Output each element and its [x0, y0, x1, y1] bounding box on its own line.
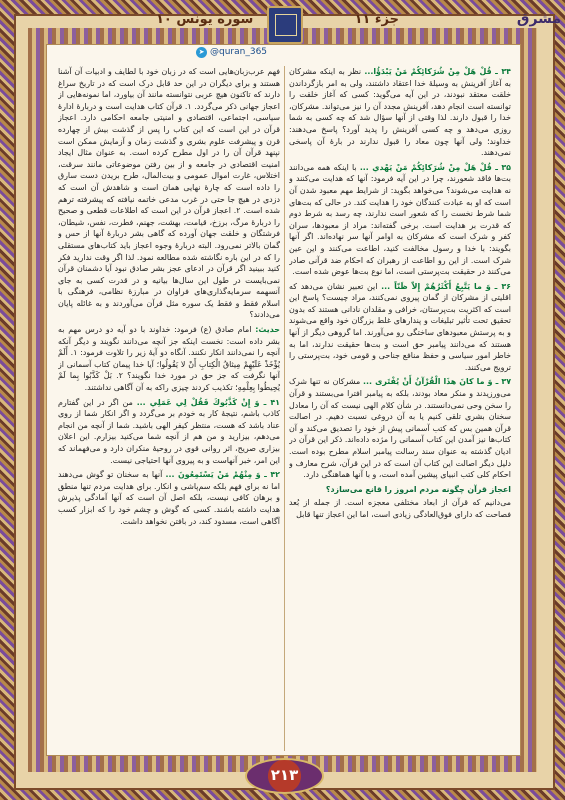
commentary-text: این تعبیر نشان می‌دهد که اقلیتی از مشرکان از گمان پیروی نمی‌کنند، مراد چیست؟ پاسخ این است که اکثریت بت‌پرستان، خرافی و مقلدان نادانی هستند که بدون تحقیق تحت تأثیر تبلیغات و پندارهای غلط بزرگان خود واقع می‌شوند و به پرستش معبودهای ساختگی رو می‌آورند. اما گروهی دیگر از آنها هستند که می‌دانند پیامبر حق است و بت‌ها حقیقت ندارند، اما به خاطر امور سیاسی و حفظ منافع جناحی و قومی خود، بت‌پرستی را ترویج می‌کنند. [289, 281, 511, 372]
surah-label: سوره یونس ۱۰ [156, 12, 254, 27]
commentary-text: مشرکان نه تنها شرک می‌ورزیدند و منکر معاد بودند، بلکه به پیامبر افترا می‌بستند و قرآن را سخن وحی نمی‌دانستند. در شأن کلام الهی نیست که آن را معادل سخنان بشری تلقی کنیم یا به آن دروغی نسبت دهیم. در اصالت قرآن همین بس که کتب آسمانی پیش از خود را تصدیق می‌کند و آن کتاب‌ها نیز آمدن این کتاب آسمانی را مژده داده‌اند. ذکر این قرآن در ادیان گذشته به عنوان سند رسالت پیامبر اسلام مطرح بوده است. دلیل دیگر اصالت این کتاب آن است که در این قرآن، شرح معارف و احکام کلی کتب انبیای پیشین آمده است، و با آنها هماهنگی دارد. [289, 377, 511, 480]
verse-reference: ۳۶ ـ وَ ما يَتَّبِعُ أَكْثَرُهُمْ إِلاّ ظَنّاً ... [381, 281, 511, 291]
verse-reference: ۳۵ ـ قُلْ هَلْ مِنْ شُرَكائِكُمْ مَنْ يَهْدي ... [359, 162, 511, 172]
paragraph [289, 376, 511, 480]
paragraph [289, 66, 511, 159]
paragraph [58, 397, 280, 467]
left-column [58, 66, 280, 751]
verse-reference: ۳۴ ـ قُلْ هَلْ مِنْ شُرَكائِكُمْ مَنْ يَبْدَؤُا... [364, 67, 511, 76]
right-column [289, 66, 511, 751]
commentary-text: می‌دانیم که قرآن از ابعاد مختلفی معجزه است. از جمله از بُعد فصاحت که دارای فوق‌العادگی زیادی است، اما این اعجاز تنها قابل [289, 498, 511, 519]
paragraph [58, 66, 280, 321]
telegram-handle[interactable] [196, 45, 288, 59]
verse-reference: ۴۱ ـ وَ إِنْ كَذَّبُوكَ فَقُلْ لِي عَمَلِي ... [136, 397, 280, 407]
column-divider [284, 66, 285, 751]
page-number: ۲۱۳ [245, 758, 324, 794]
commentary-text: من اگر در این گفتارم کاذب باشم، نتیجهٔ کار به خودم بر می‌گردد و اگر انکار شما از روی عناد باشد که هست، منتظر کیفر الهی باشید. شما از آنچه من انجام می‌دهم، بیزارید و من هم از آنچه شما می‌کنید بیزارم. این اعلان بیزاری صریح، اثر روانی قوی در روحیهٔ منکران دارد و می‌فهماند که این امر، خبر آنهاست و به پیروی آنها احتیاجی نیست. [58, 397, 280, 465]
commentary-text: امام صادق (ع) فرمود: خداوند با دو آیه دو درس مهم به بشر داده است: نخست اینکه جز آنچه می‌دانند نگویند و دیگر آنکه آنچه را نمی‌دانند انکار نکنند. آنگاه دو آیهٔ زیر را تلاوت فرمود: ۱. أَلَمْ يُؤْخَذْ عَلَيْهِمْ مِيثاقُ الْكِتابِ أَنْ لا يَقُولُوا؛ آیا خدا پیمان کتاب آسمانی از آنها نگرفت که جز حق در مورد خدا نگویند؟ ۲. بَلْ كَذَّبُوا بِما لَمْ يُحِيطُوا بِعِلْمِهِ؛ تکذیب کردند چیزی راکه به آن آگاهی نداشتند. [58, 325, 280, 393]
paragraph [58, 324, 280, 394]
commentary-text: نظر به اینکه مشرکان به آغاز آفرینش به وسیلهٔ خدا اعتقاد داشتند، ولی به امر بازگرداندن خلقت معتقد نبودند، در این آیه می‌گوید: کسی که آغاز خلقت را توانسته است انجام دهد، آفرینش مجدد آن را نیز می‌تواند. مشرکان، خدا را قبول دارند. لذا وقتی از آنها سؤال شد که چه کسی به شما روزی می‌دهد و چه کسی آفرینش را پدید آورد؟ پاسخ می‌دهند: خداوند؛ ولی آنها چون معاد را قبول ندارند در بارهٔ آن پاسخی نمی‌دهند. [289, 67, 511, 158]
brand-logo: مشرق [516, 11, 562, 27]
telegram-icon: ➤ [196, 47, 207, 58]
telegram-text: @quran_365 [210, 47, 268, 57]
page-header [46, 6, 519, 40]
paragraph [289, 484, 511, 521]
verse-reference: ۳۷ ـ وَ ما كانَ هذَا الْقُرْآنُ أَنْ يُفْتَرى ... [363, 377, 511, 387]
paragraph [289, 281, 511, 374]
commentary-text: آنها به سخنان تو گوش می‌دهند اما نه برای فهم بلکه سم‌پاشی و انکار. برای هدایت مردم تنها منطق و برهان کافی نیست، بلکه اصل آن است که آنها آمادگی پذیرش هدایت داشته باشند. کسی که گوش و چشم خود را که ابزار کسب آگاهی است، مسدود کند، در بافتن نخواهد داشت. [58, 470, 280, 526]
commentary-text: فهم عرب‌زبان‌هایی است که در زبان خود با لطایف و ادبیات آن آشنا هستند و برای دیگران در این حد قابل درک است که در تاریخ سراغ دارند که تاکنون هیچ عربی نتوانسته مانند آن بیاورد، اما نمونه‌هایی از اعجاز جهانی ذکر می‌گردد. ۱. قرآن کتاب هدایت است و دربارهٔ ادارهٔ سیاسی، اجتماعی، اقتصادی و امنیتی جامعه احکامی دارد. اعجاز قرآن در این است که این کتاب را پس از گذشت بیش از چهارده قرن و پیشرفت علوم بشری و گذشت زمان و آزمایش ممکن است نپنهد قرآن آن را در اول مطرح کرده است. به عنوان مثال ایجاد امنیت اقتصادی در جامعه و از بین رفتن موضوعاتی مانند سرقت، اختلاس، غارت اموال عمومی و بیت‌المال، طرح بریدن دست سارق را داده است که چارهٔ نهایی همان است و شاهدش آن است که دزدی در هیچ جا حتی در غرب مدعی خاتمه نیافته که پیشرفته ترهم شده است. ۲. اعجاز قرآن در این است که اطلاعات قطعی و صحیح را دربارهٔ مرگ، برزخ، قیامت، بهشت، جهنم، فطرت، نفس، شیطان، فرشتگان و خلقت جهان آورده که گاهی بشر دربارهٔ آنها از حس و گمان بالاتر نمی‌رود. البته دربارهٔ وجوه اعجاز باید کتاب‌های مستقلی را که در این باره نگاشته شده مطالعه نمود. لذا اگر وقت ندارید فکر کنید ببینید اگر قرآن در ادعای عجز بشر صادق نبود آیا دشمنان قرآن نمی‌بایست در طول این سال‌ها بیانیه و در قدرت کسی به جای آنسهمه سرمایه‌گذاری‌های فراوان در مبارزهٔ نظامی، فرهنگی با اسلام فقط و فقط یک سوره مثل قرآن می‌آوردند و به غائله پایان می‌دادند؟ [58, 67, 280, 320]
quran-emblem-icon [267, 6, 303, 44]
commentary-text: با اینکه همه می‌دانند بت‌ها فاقد شعورند، چرا در این آیه فرمود: آنها که هدایت می‌کنند و نه هدایت می‌شوند؟ می‌خواهد بگوید: از شرایط مهم معبود شدن آن است که او به عبادت کنندگان خود را هدایت کند. در حالی که بت‌های شما شرط نخست را که شعور است ندارند، چه رسد به شرط دوم که قدرت بر هدایت است. برخی گفته‌اند: مراد از معبودها، سران کفر و شرک است که مشرکان به اوامر آنها سر نهاده‌اند. اگر آنها بگویند: با خدا و رسول مخالفت کنید، اطاعت می‌کنند و این عین شرک است. از این رو اطاعت از رهبران که احکام ضد قرآنی صادر می‌کنند در حقیقت بت‌پرستی است، اما نوع بت‌ها عوض شده است. [289, 162, 511, 277]
section-heading: اعجاز قرآن چگونه مردم امروز را قانع می‌سازد؟ [325, 484, 511, 494]
juz-label: جزء ۱۱ [354, 12, 399, 27]
verse-reference: ۴۲ ـ وَ مِنْهُمْ مَنْ يَسْتَمِعُونَ ... [165, 470, 280, 480]
verse-reference: حدیث: [255, 325, 280, 335]
paragraph [58, 469, 280, 527]
paragraph [289, 162, 511, 278]
